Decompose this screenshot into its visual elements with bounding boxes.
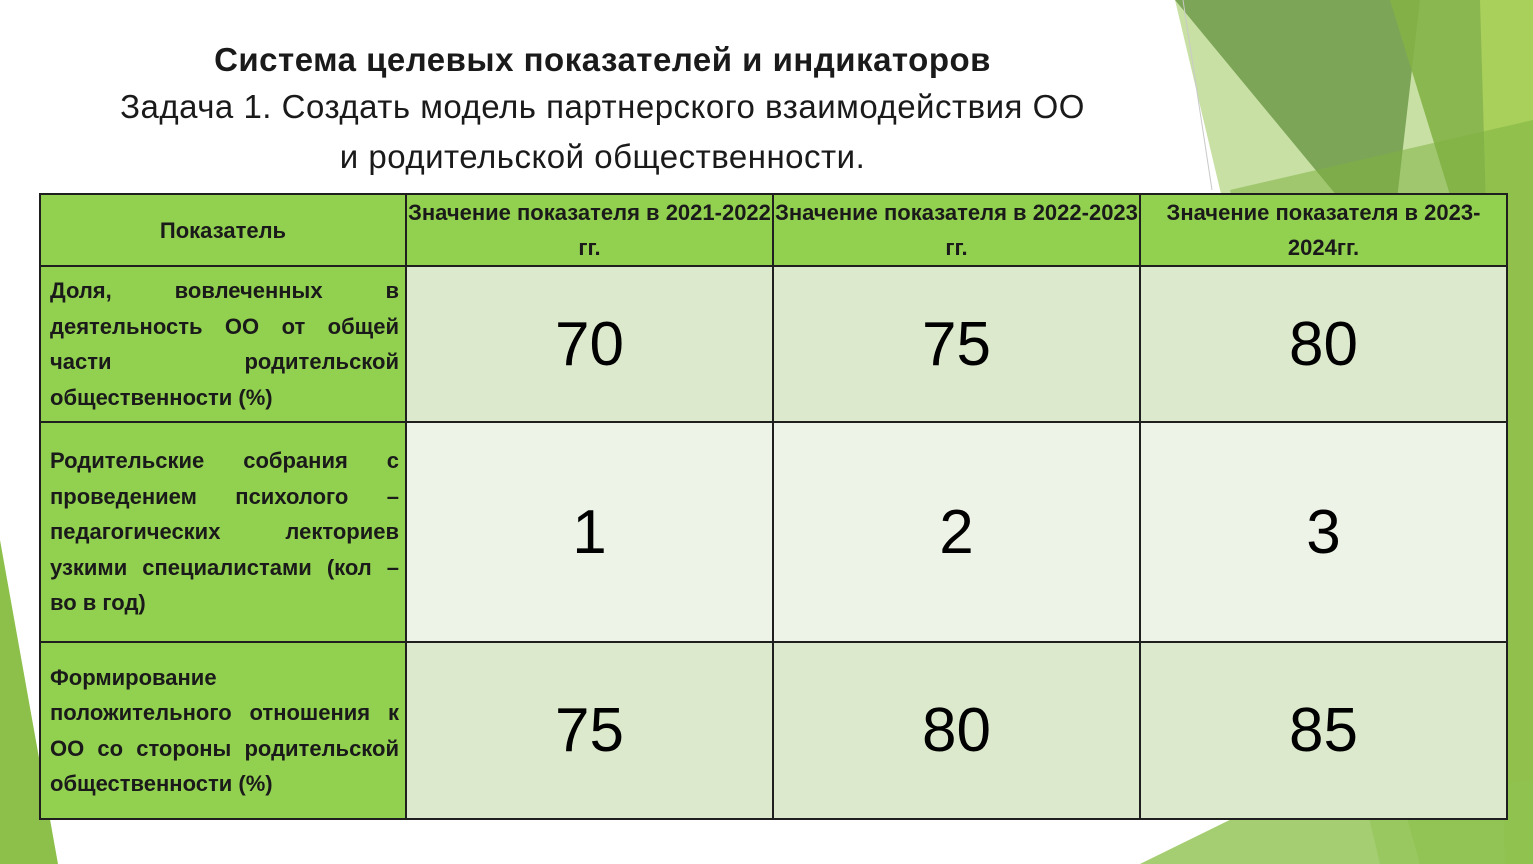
indicators-table (39, 193, 1508, 820)
table-row (40, 422, 1507, 642)
slide-title: Система целевых показателей и индикаторов (214, 41, 991, 78)
cell-value: 3 (1140, 422, 1507, 642)
cell-value: 80 (773, 642, 1140, 819)
row-label-positive-attitude: Формирование положительного отношения к ОО со стороны родительской общественности (%) (40, 642, 406, 819)
row-label-parent-involvement: Доля, вовлеченных в деятельность ОО от общей части родительской общественности (%) (40, 266, 406, 422)
cell-value: 75 (406, 642, 773, 819)
slide-subtitle-line1: Задача 1. Создать модель партнерского взаимодействия ОО (120, 88, 1085, 125)
cell-value: 1 (406, 422, 773, 642)
indicators-table-wrap (39, 193, 1508, 820)
cell-value: 85 (1140, 642, 1507, 819)
cell-value: 80 (1140, 266, 1507, 422)
table-header-row (40, 194, 1507, 266)
row-label-parent-meetings: Родительские собрания с проведением психолого – педагогических лекториев узкими специалистами (кол – во в год) (40, 422, 406, 642)
cell-value: 75 (773, 266, 1140, 422)
table-row (40, 642, 1507, 819)
cell-value: 2 (773, 422, 1140, 642)
header-2022-2023: Значение показателя в 2022-2023 гг. (773, 194, 1140, 266)
header-2021-2022: Значение показателя в 2021-2022 гг. (406, 194, 773, 266)
header-indicator: Показатель (40, 194, 406, 266)
cell-value: 70 (406, 266, 773, 422)
slide-title-block (40, 38, 1165, 182)
table-row (40, 266, 1507, 422)
header-2023-2024: Значение показателя в 2023-2024гг. (1140, 194, 1507, 266)
slide-subtitle-line2: и родительской общественности. (339, 138, 866, 175)
